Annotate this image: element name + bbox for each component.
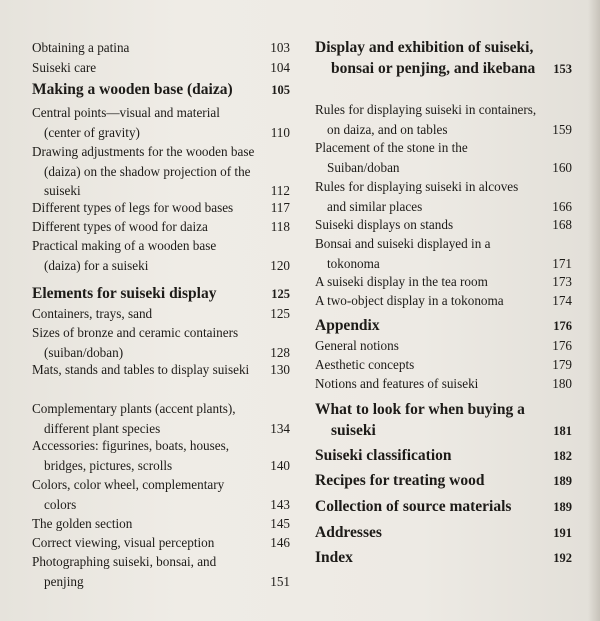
toc-entry xyxy=(315,291,572,311)
toc-entry-page: 134 xyxy=(270,420,290,436)
toc-entry-page: 180 xyxy=(552,376,572,391)
toc-entry-page: 182 xyxy=(553,449,572,463)
toc-section-heading xyxy=(315,471,572,492)
toc-entry-title: Photographing suiseki, bonsai, and penjing xyxy=(32,554,217,589)
toc-entry-page: 179 xyxy=(552,357,572,372)
toc-entry-page: 130 xyxy=(270,362,290,377)
toc-entry-page: 145 xyxy=(270,516,290,531)
toc-entry-page: 166 xyxy=(552,198,572,214)
toc-entry-title: Rules for displaying suiseki in containers, on daiza, and on tables xyxy=(315,102,537,137)
page-edge-shadow xyxy=(588,0,600,621)
toc-entry-title: Containers, trays, sand xyxy=(32,306,153,321)
toc-entry xyxy=(32,142,290,201)
toc-entry-title: Obtaining a patina xyxy=(32,40,130,55)
toc-entry xyxy=(32,198,290,218)
toc-entry xyxy=(32,217,290,237)
toc-section-heading xyxy=(32,80,290,101)
toc-entry-title: Suiseki care xyxy=(32,60,97,75)
toc-entry xyxy=(32,436,290,475)
toc-entry-title: A two-object display in a tokonoma xyxy=(315,293,504,308)
toc-entry-title: Bonsai and suiseki displayed in a tokonoma xyxy=(315,236,491,271)
toc-entry-page: 146 xyxy=(270,535,290,550)
toc-section-heading xyxy=(315,446,572,467)
toc-entry-page: 189 xyxy=(553,500,572,514)
toc-section-heading xyxy=(315,497,572,518)
toc-entry-page: 191 xyxy=(553,526,572,540)
toc-entry xyxy=(315,374,572,394)
toc-entry xyxy=(32,552,290,591)
toc-entry xyxy=(315,234,572,273)
toc-entry-title: Sizes of bronze and ceramic containers (suiban/doban) xyxy=(32,325,239,360)
toc-entry xyxy=(32,38,290,58)
toc-entry-page: 159 xyxy=(552,121,572,137)
toc-entry-page: 105 xyxy=(271,83,290,97)
toc-entry-title: Different types of legs for wood bases xyxy=(32,200,234,215)
toc-entry-page: 120 xyxy=(270,257,290,273)
toc-entry-page: 173 xyxy=(552,274,572,289)
toc-section-heading xyxy=(315,548,572,569)
toc-entry xyxy=(32,323,290,362)
toc-entry-title: Mats, stands and tables to display suiseki xyxy=(32,362,250,377)
toc-entry-page: 181 xyxy=(553,423,572,438)
toc-entry-page: 189 xyxy=(553,474,572,488)
toc-entry-title: Colors, color wheel, complementary colors xyxy=(32,477,225,512)
toc-entry-title: Suiseki displays on stands xyxy=(315,217,454,232)
toc-entry-page: 128 xyxy=(270,344,290,360)
toc-entry xyxy=(315,177,572,216)
toc-entry xyxy=(32,360,290,380)
toc-entry-page: 151 xyxy=(270,573,290,589)
toc-entry-title: Different types of wood for daiza xyxy=(32,219,208,234)
toc-entry-page: 171 xyxy=(552,255,572,271)
toc-entry-page: 143 xyxy=(270,496,290,512)
toc-entry xyxy=(32,304,290,324)
toc-entry-title: Elements for suiseki display xyxy=(32,285,217,302)
toc-section-heading xyxy=(315,38,572,79)
toc-entry-title: Accessories: figurines, boats, houses, bridges, pictures, scrolls xyxy=(32,438,230,473)
toc-section-heading xyxy=(315,400,572,441)
toc-entry-title: Recipes for treating wood xyxy=(315,472,485,489)
toc-entry-title: A suiseki display in the tea room xyxy=(315,274,488,289)
toc-entry-title: Complementary plants (accent plants), different plant species xyxy=(32,401,236,436)
toc-entry xyxy=(32,103,290,142)
toc-entry xyxy=(32,236,290,275)
toc-entry-title: Appendix xyxy=(315,317,380,334)
toc-entry-page: 176 xyxy=(552,338,572,353)
toc-entry-page: 160 xyxy=(552,159,572,175)
toc-entry-page: 117 xyxy=(270,200,290,215)
toc-entry xyxy=(315,355,572,375)
toc-entry-page: 168 xyxy=(552,217,572,232)
toc-entry-title: Aesthetic concepts xyxy=(315,357,415,372)
toc-entry-page: 104 xyxy=(270,60,290,75)
toc-entry-title: Suiseki classification xyxy=(315,447,452,464)
toc-entry xyxy=(32,399,290,438)
toc-entry-page: 153 xyxy=(553,61,572,76)
toc-section-heading xyxy=(315,523,572,544)
toc-entry xyxy=(315,272,572,292)
toc-entry-title: Collection of source materials xyxy=(315,498,512,515)
toc-entry xyxy=(32,514,290,534)
toc-entry-page: 112 xyxy=(270,183,290,199)
toc-entry-title: Making a wooden base (daiza) xyxy=(32,81,233,98)
toc-entry-page: 110 xyxy=(270,124,290,140)
toc-entry-title: Index xyxy=(315,549,353,566)
toc-entry-title: General notions xyxy=(315,338,399,353)
toc-entry-page: 192 xyxy=(553,551,572,565)
toc-entry-title: Drawing adjustments for the wooden base (daiza) on the shadow projection of the suiseki xyxy=(32,144,255,199)
toc-entry-page: 103 xyxy=(270,40,290,55)
toc-entry xyxy=(315,100,572,139)
toc-section-heading xyxy=(315,316,572,337)
toc-entry-page: 125 xyxy=(270,306,290,321)
toc-entry-title: Notions and features of suiseki xyxy=(315,376,479,391)
toc-entry xyxy=(32,58,290,78)
toc-entry-page: 125 xyxy=(271,287,290,301)
toc-section-heading xyxy=(32,284,290,305)
toc-entry-title: Display and exhibition of suiseki, bonsai or penjing, and ikebana xyxy=(315,39,536,77)
toc-entry-title: Central points—visual and material (center of gravity) xyxy=(32,105,220,140)
toc-entry xyxy=(315,336,572,356)
toc-entry xyxy=(32,533,290,553)
toc-entry-title: Addresses xyxy=(315,524,382,541)
toc-entry-title: Rules for displaying suiseki in alcoves and similar places xyxy=(315,179,519,214)
toc-entry-title: What to look for when buying a suiseki xyxy=(315,401,525,439)
toc-entry-title: Placement of the stone in the Suiban/doban xyxy=(315,140,468,175)
toc-entry-title: The golden section xyxy=(32,516,133,531)
toc-entry-title: Practical making of a wooden base (daiza) for a suiseki xyxy=(32,238,217,273)
toc-entry-page: 118 xyxy=(270,219,290,234)
toc-entry-title: Correct viewing, visual perception xyxy=(32,535,215,550)
toc-entry-page: 174 xyxy=(552,293,572,308)
toc-entry-page: 176 xyxy=(553,319,572,333)
toc-entry xyxy=(315,138,572,177)
toc-entry xyxy=(32,475,290,514)
toc-entry xyxy=(315,215,572,235)
toc-entry-page: 140 xyxy=(270,457,290,473)
